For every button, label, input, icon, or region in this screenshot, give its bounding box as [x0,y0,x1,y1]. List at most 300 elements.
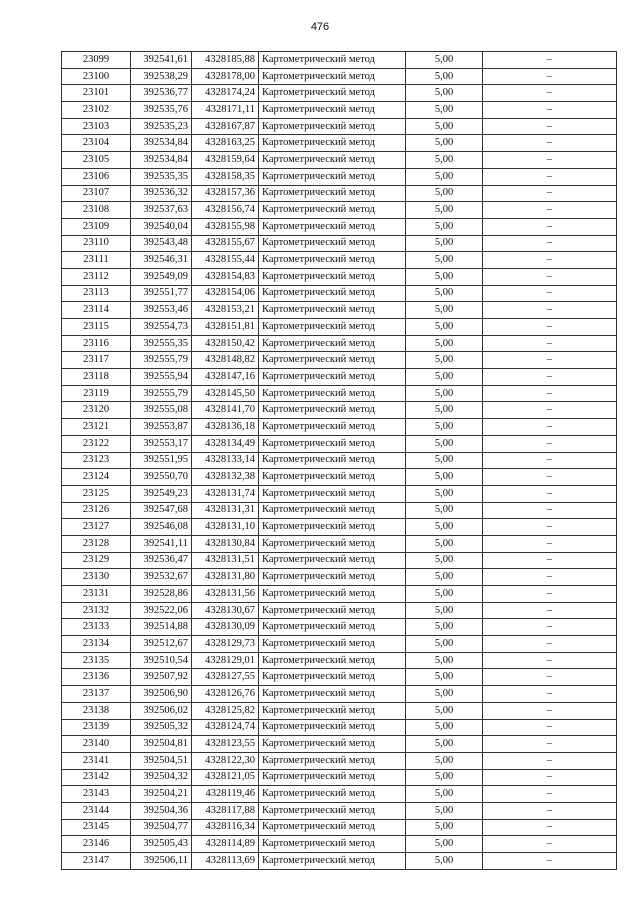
accuracy-cell: 5,00 [406,586,483,603]
point-number-cell: 23127 [62,519,131,536]
table-row [62,502,617,519]
method-cell: Картометрический метод [259,452,406,469]
y-coordinate-cell: 4328130,09 [192,619,259,636]
x-coordinate-cell: 392537,63 [131,202,192,219]
coordinates-table [61,51,617,870]
point-number-cell: 23139 [62,719,131,736]
table-row [62,152,617,169]
accuracy-cell: 5,00 [406,335,483,352]
accuracy-cell: 5,00 [406,786,483,803]
x-coordinate-cell: 392504,81 [131,736,192,753]
x-coordinate-cell: 392551,95 [131,452,192,469]
table-row [62,786,617,803]
x-coordinate-cell: 392512,67 [131,636,192,653]
table-row [62,752,617,769]
point-number-cell: 23132 [62,602,131,619]
table-row [62,102,617,119]
x-coordinate-cell: 392540,04 [131,218,192,235]
y-coordinate-cell: 4328145,50 [192,385,259,402]
table-row [62,702,617,719]
point-number-cell: 23140 [62,736,131,753]
x-coordinate-cell: 392535,76 [131,102,192,119]
method-cell: Картометрический метод [259,435,406,452]
table-row [62,552,617,569]
method-cell: Картометрический метод [259,752,406,769]
method-cell: Картометрический метод [259,402,406,419]
method-cell: Картометрический метод [259,702,406,719]
table-row [62,636,617,653]
note-cell: – [483,819,617,836]
table-row [62,719,617,736]
accuracy-cell: 5,00 [406,319,483,336]
x-coordinate-cell: 392534,84 [131,135,192,152]
accuracy-cell: 5,00 [406,102,483,119]
method-cell: Картометрический метод [259,118,406,135]
note-cell: – [483,586,617,603]
y-coordinate-cell: 4328167,87 [192,118,259,135]
accuracy-cell: 5,00 [406,185,483,202]
method-cell: Картометрический метод [259,485,406,502]
x-coordinate-cell: 392510,54 [131,652,192,669]
point-number-cell: 23142 [62,769,131,786]
accuracy-cell: 5,00 [406,52,483,69]
y-coordinate-cell: 4328151,81 [192,319,259,336]
y-coordinate-cell: 4328113,69 [192,853,259,870]
accuracy-cell: 5,00 [406,302,483,319]
accuracy-cell: 5,00 [406,435,483,452]
method-cell: Картометрический метод [259,85,406,102]
point-number-cell: 23135 [62,652,131,669]
accuracy-cell: 5,00 [406,68,483,85]
point-number-cell: 23101 [62,85,131,102]
method-cell: Картометрический метод [259,836,406,853]
y-coordinate-cell: 4328121,05 [192,769,259,786]
y-coordinate-cell: 4328156,74 [192,202,259,219]
x-coordinate-cell: 392549,23 [131,485,192,502]
y-coordinate-cell: 4328131,56 [192,586,259,603]
y-coordinate-cell: 4328150,42 [192,335,259,352]
point-number-cell: 23112 [62,268,131,285]
note-cell: – [483,485,617,502]
method-cell: Картометрический метод [259,619,406,636]
accuracy-cell: 5,00 [406,652,483,669]
accuracy-cell: 5,00 [406,285,483,302]
x-coordinate-cell: 392506,02 [131,702,192,719]
coordinates-table-body [62,52,617,870]
accuracy-cell: 5,00 [406,85,483,102]
table-row [62,669,617,686]
point-number-cell: 23118 [62,369,131,386]
y-coordinate-cell: 4328155,67 [192,235,259,252]
y-coordinate-cell: 4328157,36 [192,185,259,202]
x-coordinate-cell: 392504,32 [131,769,192,786]
note-cell: – [483,719,617,736]
table-row [62,185,617,202]
note-cell: – [483,402,617,419]
point-number-cell: 23107 [62,185,131,202]
accuracy-cell: 5,00 [406,702,483,719]
y-coordinate-cell: 4328129,73 [192,636,259,653]
method-cell: Картометрический метод [259,135,406,152]
x-coordinate-cell: 392554,73 [131,319,192,336]
table-row [62,535,617,552]
point-number-cell: 23119 [62,385,131,402]
note-cell: – [483,452,617,469]
y-coordinate-cell: 4328131,80 [192,569,259,586]
y-coordinate-cell: 4328119,46 [192,786,259,803]
method-cell: Картометрический метод [259,168,406,185]
table-row [62,52,617,69]
point-number-cell: 23143 [62,786,131,803]
table-row [62,319,617,336]
method-cell: Картометрический метод [259,185,406,202]
table-row [62,435,617,452]
table-row [62,85,617,102]
note-cell: – [483,435,617,452]
method-cell: Картометрический метод [259,335,406,352]
method-cell: Картометрический метод [259,152,406,169]
accuracy-cell: 5,00 [406,369,483,386]
y-coordinate-cell: 4328129,01 [192,652,259,669]
table-row [62,252,617,269]
note-cell: – [483,519,617,536]
y-coordinate-cell: 4328132,38 [192,469,259,486]
note-cell: – [483,202,617,219]
accuracy-cell: 5,00 [406,235,483,252]
table-row [62,402,617,419]
x-coordinate-cell: 392522,06 [131,602,192,619]
y-coordinate-cell: 4328133,14 [192,452,259,469]
accuracy-cell: 5,00 [406,853,483,870]
method-cell: Картометрический метод [259,569,406,586]
table-row [62,335,617,352]
table-row [62,819,617,836]
note-cell: – [483,268,617,285]
x-coordinate-cell: 392538,29 [131,68,192,85]
method-cell: Картометрический метод [259,419,406,436]
note-cell: – [483,786,617,803]
accuracy-cell: 5,00 [406,836,483,853]
accuracy-cell: 5,00 [406,552,483,569]
accuracy-cell: 5,00 [406,135,483,152]
x-coordinate-cell: 392536,77 [131,85,192,102]
note-cell: – [483,335,617,352]
accuracy-cell: 5,00 [406,752,483,769]
y-coordinate-cell: 4328134,49 [192,435,259,452]
y-coordinate-cell: 4328148,82 [192,352,259,369]
point-number-cell: 23099 [62,52,131,69]
x-coordinate-cell: 392506,90 [131,686,192,703]
table-row [62,586,617,603]
x-coordinate-cell: 392553,46 [131,302,192,319]
table-row [62,352,617,369]
x-coordinate-cell: 392553,87 [131,419,192,436]
y-coordinate-cell: 4328131,74 [192,485,259,502]
method-cell: Картометрический метод [259,268,406,285]
point-number-cell: 23120 [62,402,131,419]
y-coordinate-cell: 4328154,83 [192,268,259,285]
point-number-cell: 23145 [62,819,131,836]
x-coordinate-cell: 392535,35 [131,168,192,185]
note-cell: – [483,252,617,269]
y-coordinate-cell: 4328185,88 [192,52,259,69]
note-cell: – [483,686,617,703]
point-number-cell: 23130 [62,569,131,586]
page-number: 476 [310,21,330,33]
method-cell: Картометрический метод [259,369,406,386]
x-coordinate-cell: 392535,23 [131,118,192,135]
note-cell: – [483,218,617,235]
y-coordinate-cell: 4328131,31 [192,502,259,519]
y-coordinate-cell: 4328116,34 [192,819,259,836]
point-number-cell: 23103 [62,118,131,135]
table-row [62,268,617,285]
accuracy-cell: 5,00 [406,452,483,469]
x-coordinate-cell: 392541,61 [131,52,192,69]
method-cell: Картометрический метод [259,802,406,819]
table-row [62,118,617,135]
accuracy-cell: 5,00 [406,519,483,536]
x-coordinate-cell: 392553,17 [131,435,192,452]
point-number-cell: 23136 [62,669,131,686]
point-number-cell: 23138 [62,702,131,719]
table-row [62,369,617,386]
note-cell: – [483,385,617,402]
y-coordinate-cell: 4328163,25 [192,135,259,152]
method-cell: Картометрический метод [259,202,406,219]
point-number-cell: 23141 [62,752,131,769]
method-cell: Картометрический метод [259,769,406,786]
point-number-cell: 23108 [62,202,131,219]
accuracy-cell: 5,00 [406,819,483,836]
accuracy-cell: 5,00 [406,719,483,736]
note-cell: – [483,702,617,719]
method-cell: Картометрический метод [259,102,406,119]
note-cell: – [483,302,617,319]
point-number-cell: 23122 [62,435,131,452]
y-coordinate-cell: 4328174,24 [192,85,259,102]
point-number-cell: 23110 [62,235,131,252]
note-cell: – [483,652,617,669]
y-coordinate-cell: 4328155,44 [192,252,259,269]
x-coordinate-cell: 392536,32 [131,185,192,202]
point-number-cell: 23102 [62,102,131,119]
x-coordinate-cell: 392551,77 [131,285,192,302]
note-cell: – [483,853,617,870]
table-row [62,686,617,703]
y-coordinate-cell: 4328131,51 [192,552,259,569]
note-cell: – [483,235,617,252]
accuracy-cell: 5,00 [406,385,483,402]
accuracy-cell: 5,00 [406,152,483,169]
point-number-cell: 23146 [62,836,131,853]
method-cell: Картометрический метод [259,352,406,369]
method-cell: Картометрический метод [259,602,406,619]
method-cell: Картометрический метод [259,819,406,836]
note-cell: – [483,752,617,769]
table-row [62,652,617,669]
x-coordinate-cell: 392555,08 [131,402,192,419]
note-cell: – [483,352,617,369]
y-coordinate-cell: 4328158,35 [192,168,259,185]
note-cell: – [483,535,617,552]
x-coordinate-cell: 392532,67 [131,569,192,586]
point-number-cell: 23121 [62,419,131,436]
method-cell: Картометрический метод [259,636,406,653]
point-number-cell: 23117 [62,352,131,369]
point-number-cell: 23109 [62,218,131,235]
table-row [62,469,617,486]
y-coordinate-cell: 4328124,74 [192,719,259,736]
x-coordinate-cell: 392555,79 [131,352,192,369]
x-coordinate-cell: 392541,11 [131,535,192,552]
y-coordinate-cell: 4328171,11 [192,102,259,119]
accuracy-cell: 5,00 [406,252,483,269]
table-row [62,802,617,819]
method-cell: Картометрический метод [259,669,406,686]
accuracy-cell: 5,00 [406,268,483,285]
method-cell: Картометрический метод [259,686,406,703]
x-coordinate-cell: 392504,36 [131,802,192,819]
note-cell: – [483,419,617,436]
accuracy-cell: 5,00 [406,352,483,369]
accuracy-cell: 5,00 [406,669,483,686]
note-cell: – [483,185,617,202]
point-number-cell: 23111 [62,252,131,269]
method-cell: Картометрический метод [259,235,406,252]
accuracy-cell: 5,00 [406,619,483,636]
point-number-cell: 23123 [62,452,131,469]
table-row [62,602,617,619]
y-coordinate-cell: 4328125,82 [192,702,259,719]
y-coordinate-cell: 4328141,70 [192,402,259,419]
note-cell: – [483,168,617,185]
point-number-cell: 23125 [62,485,131,502]
note-cell: – [483,802,617,819]
y-coordinate-cell: 4328117,88 [192,802,259,819]
method-cell: Картометрический метод [259,736,406,753]
method-cell: Картометрический метод [259,535,406,552]
x-coordinate-cell: 392505,43 [131,836,192,853]
method-cell: Картометрический метод [259,469,406,486]
table-row [62,235,617,252]
table-row [62,218,617,235]
accuracy-cell: 5,00 [406,469,483,486]
x-coordinate-cell: 392546,31 [131,252,192,269]
method-cell: Картометрический метод [259,552,406,569]
table-row [62,419,617,436]
x-coordinate-cell: 392555,35 [131,335,192,352]
table-row [62,569,617,586]
y-coordinate-cell: 4328130,67 [192,602,259,619]
note-cell: – [483,118,617,135]
method-cell: Картометрический метод [259,285,406,302]
point-number-cell: 23144 [62,802,131,819]
x-coordinate-cell: 392546,08 [131,519,192,536]
point-number-cell: 23137 [62,686,131,703]
x-coordinate-cell: 392536,47 [131,552,192,569]
x-coordinate-cell: 392543,48 [131,235,192,252]
y-coordinate-cell: 4328122,30 [192,752,259,769]
method-cell: Картометрический метод [259,385,406,402]
accuracy-cell: 5,00 [406,485,483,502]
accuracy-cell: 5,00 [406,769,483,786]
method-cell: Картометрический метод [259,68,406,85]
note-cell: – [483,602,617,619]
note-cell: – [483,85,617,102]
y-coordinate-cell: 4328154,06 [192,285,259,302]
accuracy-cell: 5,00 [406,736,483,753]
method-cell: Картометрический метод [259,719,406,736]
note-cell: – [483,636,617,653]
method-cell: Картометрический метод [259,302,406,319]
point-number-cell: 23128 [62,535,131,552]
accuracy-cell: 5,00 [406,202,483,219]
point-number-cell: 23113 [62,285,131,302]
y-coordinate-cell: 4328153,21 [192,302,259,319]
accuracy-cell: 5,00 [406,168,483,185]
accuracy-cell: 5,00 [406,402,483,419]
point-number-cell: 23114 [62,302,131,319]
x-coordinate-cell: 392514,88 [131,619,192,636]
note-cell: – [483,736,617,753]
note-cell: – [483,569,617,586]
point-number-cell: 23106 [62,168,131,185]
point-number-cell: 23131 [62,586,131,603]
note-cell: – [483,102,617,119]
note-cell: – [483,669,617,686]
method-cell: Картометрический метод [259,786,406,803]
point-number-cell: 23133 [62,619,131,636]
x-coordinate-cell: 392534,84 [131,152,192,169]
accuracy-cell: 5,00 [406,535,483,552]
x-coordinate-cell: 392504,21 [131,786,192,803]
table-row [62,168,617,185]
point-number-cell: 23104 [62,135,131,152]
point-number-cell: 23124 [62,469,131,486]
point-number-cell: 23116 [62,335,131,352]
table-row [62,202,617,219]
table-row [62,485,617,502]
point-number-cell: 23147 [62,853,131,870]
x-coordinate-cell: 392506,11 [131,853,192,870]
x-coordinate-cell: 392507,92 [131,669,192,686]
accuracy-cell: 5,00 [406,602,483,619]
accuracy-cell: 5,00 [406,502,483,519]
method-cell: Картометрический метод [259,52,406,69]
accuracy-cell: 5,00 [406,636,483,653]
method-cell: Картометрический метод [259,218,406,235]
note-cell: – [483,769,617,786]
note-cell: – [483,836,617,853]
point-number-cell: 23129 [62,552,131,569]
method-cell: Картометрический метод [259,319,406,336]
x-coordinate-cell: 392505,32 [131,719,192,736]
point-number-cell: 23134 [62,636,131,653]
point-number-cell: 23100 [62,68,131,85]
note-cell: – [483,285,617,302]
note-cell: – [483,502,617,519]
y-coordinate-cell: 4328178,00 [192,68,259,85]
y-coordinate-cell: 4328126,76 [192,686,259,703]
table-row [62,135,617,152]
x-coordinate-cell: 392555,94 [131,369,192,386]
note-cell: – [483,369,617,386]
accuracy-cell: 5,00 [406,569,483,586]
x-coordinate-cell: 392504,51 [131,752,192,769]
y-coordinate-cell: 4328127,55 [192,669,259,686]
accuracy-cell: 5,00 [406,218,483,235]
